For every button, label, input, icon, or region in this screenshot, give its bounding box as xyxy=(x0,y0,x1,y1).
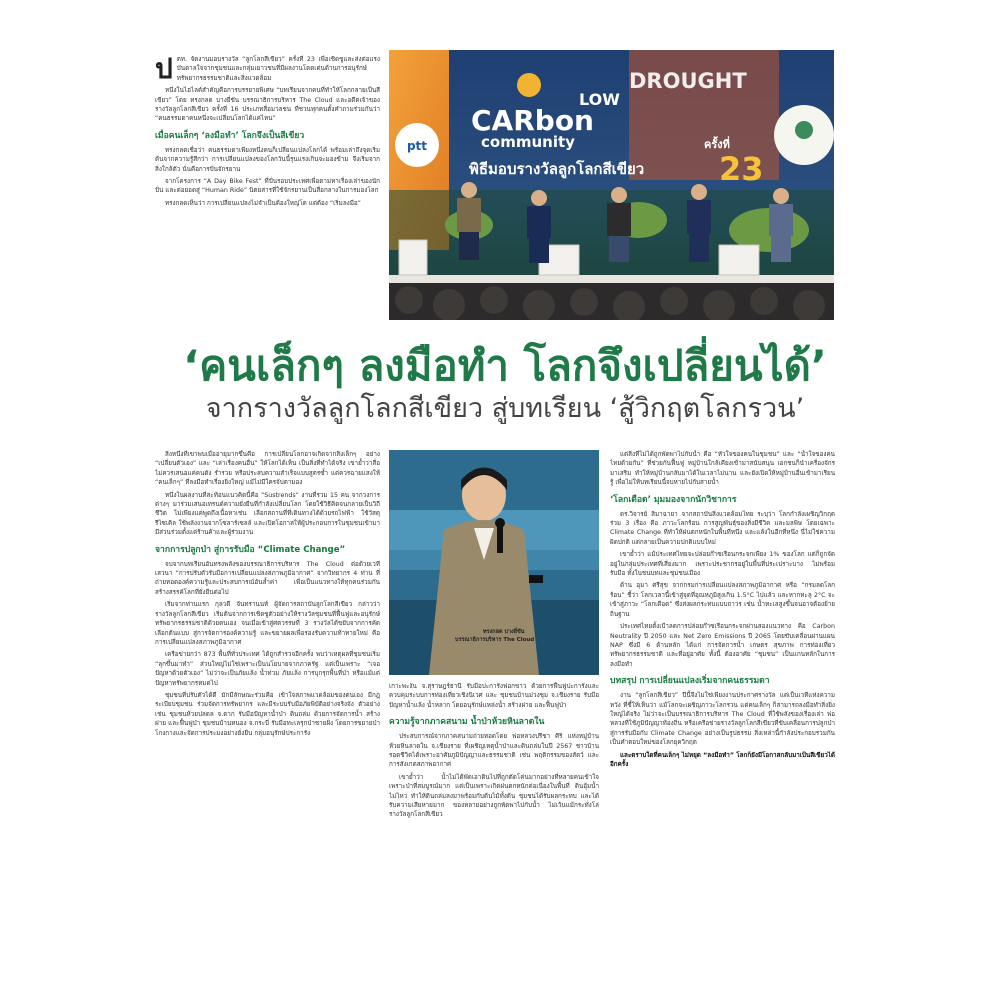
left-paragraph-5: เครือข่ายกว่า 873 พื้นที่ทั่วประเทศ ได้ถูกสำรวจอีกครั้ง พบว่าเหตุผลที่ชุมชนเริ่ม “ลุกขึ้นมาทำ” ส่วนใหญ่ไม่ใช่เพราะเป็นนโยบายจากภาครัฐ แต่เป็นเพราะ “เจอปัญหาด้วยตัวเอง” ไม่ว่าจะเป็นภัยแล้ง น้ำท่วม ภัยแล้ง การบุกรุกพื้นที่ป่า หรือแม้แต่ปัญหาทรัพยากรหมดไป xyxy=(155,651,380,687)
middle-paragraph-1: เกาะพะงัน จ.สุราษฎร์ธานี รับมือปะการังฟอกขาว ด้วยการฟื้นฟูปะการังและควบคุมระบบการท่องเที่ยวเชิงนิเวศ และ ชุมชนบ้านม่วงชุม จ.เชียงราย รับมือปัญหาน้ำแล้ง น้ำหลาก โดยอนุรักษ์แหล่งน้ำ สร้างฝาย และฟื้นฟูป่า xyxy=(389,683,599,709)
middle-paragraph-2: ประสบการณ์จากภาคสนามถ่ายทอดโดย พ่อหลวงปรีชา ศิริ แห่งหมู่บ้านห้วยหินลาดใน จ.เชียงราย ที่เผชิญเหตุน้ำป่าและดินถล่มในปี 2567 ชาวบ้านรอดชีวิตได้เพราะอาศัยภูมิปัญญาและธรรมชาติ เช่น พฤติกรรมของสัตว์ และการสังเกตสภาพอากาศ xyxy=(389,733,599,769)
section-heading-global-boiling: ‘โลกเดือด’ มุมมองจากนักวิชาการ xyxy=(610,494,737,505)
right-paragraph-2: ดร.วิจารย์ สิมาฉายา จากสถาบันสิ่งแวดล้อมไทย ระบุว่า โลกกำลังเผชิญวิกฤตร่วม 3 เรื่อง คือ ภาวะโลกร้อน การสูญพันธุ์ของสิ่งมีชีวิต และมลพิษ โดยเฉพาะ Climate Change ที่ทำให้ฝนตกหนักในพื้นที่หนึ่ง และแล้งในอีกที่หนึ่ง นี่ไม่ใช่ความผิดปกติ แต่กลายเป็นความปกติแบบใหม่ xyxy=(610,510,835,546)
stage-photo-illustration xyxy=(389,50,834,320)
round-number-text: 23 xyxy=(719,150,764,188)
community-text: community xyxy=(481,133,575,151)
subheadline: จากรางวัลลูกโลกสีเขียว สู่บทเรียน ‘สู้วิกฤตโลกรวน’ xyxy=(205,393,805,424)
right-paragraph-6: งาน “ลูกโลกสีเขียว” ปีนี้จึงไม่ใช่เพียงงานประกาศรางวัล แต่เป็นเวทีแห่งความหวัง ที่ชี้ให้เห็นว่า แม้โลกจะเผชิญภาวะโลกรวน แต่คนเล็กๆ ก็สามารถลงมือทำสิ่งยิ่งใหญ่ได้จริง ไม่ว่าจะเป็นบรรณาธิการบริหาร The Cloud ที่ใช้พลังของเรื่องเล่า พ่อหลวงที่ใช้ภูมิปัญญาท้องถิ่น หรือเครือข่ายรางวัลลูกโลกสีเขียวที่ขับเคลื่อนการปลูกป่า สู่การรับมือกับ Climate Change อย่างเป็นรูปธรรม สิ่งเหล่านี้กำลังประกอบรวมกันเป็นคำตอบใหม่ของโลกยุควิกฤต xyxy=(610,692,835,747)
event-stage-photo xyxy=(389,50,834,320)
section1-paragraph-2: จากโครงการ “A Day Bike Fest” ที่ปั่นรอบประเทศเพื่อตามหาเรื่องเล่าของนักปั่น และต่อยอดสู่ “Human Ride” นิตยสารที่ใช้จักรยานเป็นสื่อกลางในการมองโลก xyxy=(155,178,380,195)
middle-column xyxy=(389,682,599,962)
middle-paragraph-3: เขาย้ำว่า น้ำไม่ได้พัดเอาดินไปที่ถูกตัดโค่นมากอย่างที่หลายคนเข้าใจ เพราะป่าที่สมบูรณ์มาก แต่เป็นเพราะเกิดฝนตกหนักต่อเนื่องในพื้นที่ ดินอุ้มน้ำไม่ไหว ทำให้ดินถล่มลงมาพร้อมกับต้นไม้ทั้งต้น ชุมชนได้รับผลกระทบ และได้รับความเสียหายมาก ของหลายอย่างถูกพัดพาไปกับน้ำ ไม่เว้นแม้กระทั่งโล่รางวัลลูกโลกสีเขียว xyxy=(389,773,599,819)
headline: ‘คนเล็กๆ ลงมือทำ โลกจึงเปลี่ยนได้’ xyxy=(183,341,827,390)
left-paragraph-3: จบจากบทเรียนอันทรงพลังของบรรณาธิการบริหาร The Cloud ต่อด้วยเวทีเสวนา “การปรับตัวรับมือการเปลี่ยนแปลงสภาพภูมิอากาศ” จากวิทยากร 4 ท่าน ที่ถ่ายทอดองค์ความรู้และประสบการณ์อันล้ำค่า เพื่อเป็นแนวทางให้ทุกคนร่วมกันสร้างสรรค์โลกที่ยั่งยืนต่อไป xyxy=(155,560,380,596)
right-paragraph-3: เขาย้ำว่า แม้ประเทศไทยจะปล่อยก๊าซเรือนกระจกเพียง 1% ของโลก แต่ก็ถูกจัดอยู่ในกลุ่มประเทศที่เสี่ยงมาก เพราะประชากรอยู่ในพื้นที่ประเปราะบาง ไม่พร้อมรับมือ ทั้งในชนบทและชุมชนเมือง xyxy=(610,551,835,578)
right-paragraph-1: แต่สิ่งที่ไม่ได้ถูกพัดพาไปกับน้ำ คือ “หัวใจของคนในชุมชน” และ “น้ำใจของคนไทยด้วยกัน” ที่ช่วยกันฟื้นฟู หมู่บ้านใกล้เคียงเข้ามาสนับสนุน เอกชนก็นำเครื่องจักรมาเสริม ทำให้หมู่บ้านกลับมาได้ในเวลาไม่นาน และยังเปิดให้หมู่บ้านอื่นเข้ามาเรียนรู้ เพื่อไม่ให้บทเรียนนี้จบหายไปกับสายน้ำ xyxy=(610,451,835,487)
section-heading-climate-change: จากการปลูกป่า สู่การรับมือ “Climate Change” xyxy=(155,544,346,555)
right-column xyxy=(610,450,835,960)
section1-paragraph-1: ทรงกลดเชื่อว่า คนธรรมดาเพียงหนึ่งคนก็เปลี่ยนแปลงโลกได้ พร้อมเล่าถึงจุดเริ่มต้นจากความรู้สึกว่า การเปลี่ยนแปลงของโลกวันนี้รุนแรงเกินจะมองข้าม จึงเริ่มจากสิ่งใกล้ตัว นั่นคือการปั่นจักรยาน xyxy=(155,146,380,173)
left-paragraph-6: ชุมชนที่ปรับตัวได้ดี มักมีลักษณะร่วมคือ เข้าใจสภาพแวดล้อมของตนเอง มีกฎระเบียบชุมชน ร่วมจัดการทรัพยากร และมีระบบรับมือภัยพิบัติอย่างจริงจัง ตัวอย่างเช่น ชุมชนห้วยปลดล จ.ตาก รับมือปัญหาน้ำป่า ดินถล่ม ด้วยการจัดการน้ำ สร้างฝาย และฟื้นฟูป่า ชุมชนบ้านหนอง จ.กระบี่ รับมือทะเลรุกป่าชายฝั่ง โดยการขยายป่าโกงกางและจัดการประมงอย่างยั่งยืน กลุ่มอนุรักษ์ประการัง xyxy=(155,691,380,737)
drought-text: DROUGHT xyxy=(629,69,747,93)
right-paragraph-7: และตราบใดที่คนเล็กๆ ไม่หยุด “ลงมือทำ” โลกก็ยังมีโอกาสกลับมาเป็นสีเขียวได้อีกครั้ง xyxy=(610,751,835,768)
right-paragraph-4: ด้าน อุมา ศรีสุข จากกรมการเปลี่ยนแปลงสภาพภูมิอากาศ หรือ “กรมลดโลกร้อน” ชี้ว่า โลกเวลานี้เข้าสู่จุดที่อุณหภูมิสูงเกิน 1.5°C ไปแล้ว และหากทะลุ 2°C จะเข้าสู่ภาวะ “โลกเดือด” ซึ่งส่งผลกระทบแบบถาวร เช่น น้ำทะเลสูงขึ้นจนอาจต้องย้ายถิ่นฐาน xyxy=(610,582,835,618)
dropcap: ป xyxy=(155,55,173,85)
caption-role: บรรณาธิการบริหาร The Cloud xyxy=(455,637,535,643)
section-heading-hands-on: เมื่อคนเล็กๆ ‘ลงมือทำ’ โลกจึงเป็นสีเขียว xyxy=(155,130,305,141)
section1-paragraph-3: ทรงกลดเห็นว่า การเปลี่ยนแปลงไม่จำเป็นต้องใหญ่โต แต่ต้อง “เริ่มลงมือ” xyxy=(165,199,361,207)
carbon-text: CARbon xyxy=(471,104,594,137)
section-heading-field-lesson: ความรู้จากภาคสนาม น้ำป่าห้วยหินลาดใน xyxy=(389,717,545,728)
low-text: LOW xyxy=(579,90,620,109)
right-paragraph-5: ประเทศไทยตั้งเป้าลดการปล่อยก๊าซเรือนกระจกผ่านสองแนวทาง คือ Carbon Neutrality ปี 2050 และ Net Zero Emissions ปี 2065 โดยขับเคลื่อนผ่านแผน NAP ซึ่งมี 6 ด้านหลัก ได้แก่ การจัดการน้ำ เกษตร สุขภาพ การท่องเที่ยว ทรัพยากรธรรมชาติ และที่อยู่อาศัย ทั้งนี้ ต้องอาศัย “ชุมชน” เป็นแกนหลักในการลงมือทำ xyxy=(610,623,835,668)
ceremony-text: พิธีมอบรางวัลลูกโลกสีเขียว xyxy=(469,160,645,178)
section-heading-conclusion: บทสรุป การเปลี่ยนแปลงเริ่มจากคนธรรมดา xyxy=(610,676,770,687)
left-paragraph-1: สิ่งหนึ่งที่เขาพบเมื่ออายุมากขึ้นคือ การเปลี่ยนโลกอาจเกิดจากสิ่งเล็กๆ อย่าง “เปลี่ยนตัวเอง” และ “เล่าเรื่องคนอื่น” ให้โลกได้เห็น เป็นสิ่งที่ทำได้จริง เขาย้ำว่าสื่อไม่ควรเสนอแค่คนดัง ร่ำรวย หรือประสบความสำเร็จแบบสูตรซ้ำ แต่ควรฉายแสงให้ “คนเล็กๆ” ที่ลงมือทำเรื่องยิ่งใหญ่ แม้ไม่มีใครจับตามอง xyxy=(155,451,380,487)
round-label-text: ครั้งที่ xyxy=(704,138,730,151)
sponsor-logo-text: ptt xyxy=(406,139,428,153)
intro-column xyxy=(155,55,380,325)
intro-paragraph-1: ตท. จัดงานมอบรางวัล “ลูกโลกสีเขียว” ครั้งที่ 23 เพื่อเชิดชูและส่งต่อแรงบันดาลใจจากชุมชนและกลุ่มเยาวชนที่มีผลงานโดดเด่นด้านการอนุรักษ์ทรัพยากรธรรมชาติและสิ่งแวดล้อม xyxy=(176,56,380,82)
left-paragraph-2: หนึ่งในผลงานที่สะท้อนแนวคิดนี้คือ “Sustrends” งานที่รวม 15 คน จากวงการต่างๆ มาร่วมเสนอเทรนด์ความยั่งยืนที่กำลังเปลี่ยนโลก โดยใช้วิธีคิดจนกลายเป็นวิถีชีวิต ไม่เพียงแค่พูดถึงเนื้อหาเช่น เลือกสถานที่ที่เดินทางได้ด้วยรถไฟฟ้า ใช้วัสดุรีไซเคิล ใช้พลังงานจากโซลาร์เซลล์ และเปิดโอกาสให้ผู้ประกอบการในชุมชนเข้ามามีส่วนร่วมตั้งแต่ร้านค้าและผู้ร่วมงาน xyxy=(155,491,380,537)
photo-caption xyxy=(455,628,585,644)
caption-name: ทรงกลด บางยี่ขัน xyxy=(483,629,525,635)
intro-paragraph-2: หนึ่งในไฮไลต์สำคัญคือการบรรยายพิเศษ “บทเรียนจากคนที่ทำให้โลกกลายเป็นสีเขียว” โดย ทรงกลด บางยี่ขัน บรรณาธิการบริหาร The Cloud และอดีตเจ้าของรางวัลลูกโลกสีเขียว ครั้งที่ 16 ประเภทสื่อมวลชน ที่ชวนทุกคนตั้งคำถามร่วมกันว่า “คนธรรมดาคนหนึ่งจะเปลี่ยนโลกได้แค่ไหน” xyxy=(155,87,380,123)
left-column xyxy=(155,450,380,960)
left-paragraph-4: เริ่มจากท่านแรก กุลวดี จันทรานนท์ ผู้จัดการสถาบันลูกโลกสีเขียว กล่าวว่า รางวัลลูกโลกสีเขียว เริ่มต้นจากการเชิดชูตัวอย่างให้รางวัลชุมชนที่ฟื้นฟูและอนุรักษ์ทรัพยากรธรรมชาติด้วยตนเอง จนเมื่อเข้าสู่ศตวรรษที่ 3 รางวัลได้ขยับจากการคัดเลือกต้นแบบ สู่การจัดการองค์ความรู้ และขยายผลเพื่อรองรับความท้าทายใหม่ คือการเปลี่ยนแปลงสภาพภูมิอากาศ xyxy=(155,601,380,646)
